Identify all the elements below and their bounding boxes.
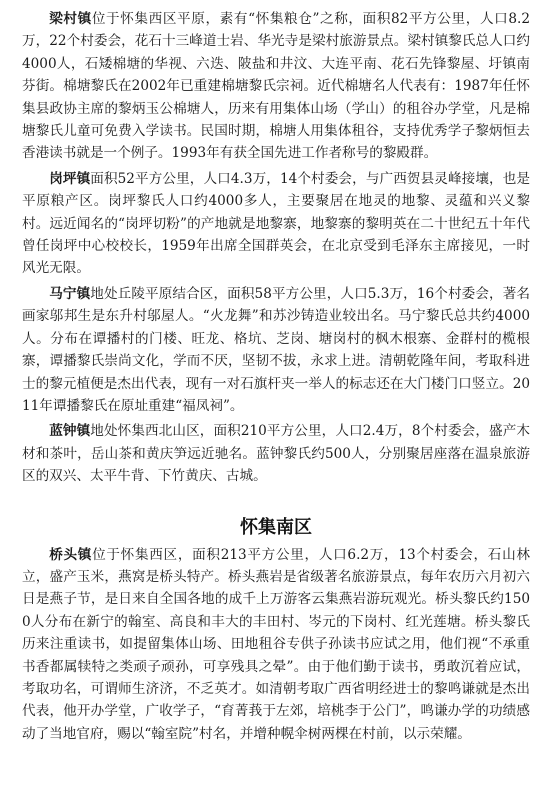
- paragraph-liangcun: [22, 8, 530, 165]
- paragraph-body: 地处丘陵平原结合区，面积58平方公里，人口5.3万，16个村委会，著名画家邬邦生是东升村邬屋人。“火龙舞”和苏沙铸造业较出名。马宁黎氏总共约4000人。分布在谭播村的门楼、旺龙、格坑、芝岗、塘岗村的枫木根寨、金群村的榄根寨，谭播黎氏崇尚文化，学而不厌，坚韧不拔，永求上进。清朝乾隆年间，考取科进士的黎元植便是杰出代表，现有一对石旗杆夹一举人的标志还在大门楼门口竖立。2011年谭播黎氏在原址重建“福凤祠”。: [22, 285, 530, 414]
- paragraph-gangping: [22, 168, 530, 280]
- paragraph-body: 位于怀集西区，面积213平方公里，人口6.2万，13个村委会，石山林立，盛产玉米，燕窝是桥头特产。桥头燕岩是省级著名旅游景点，每年农历六月初六日是燕子节，是日来自全国各地的成千上万游客云集燕岩游玩观光。桥头黎氏约1500人分布在新宁的翰室、高良和丰大的丰田村、岑元的下岗村、红光莲塘。桥头黎氏历来注重读书，如提留集体山场、田地租谷专供子孙读书应试之用，他们视“不承重书香都属犊特之类顽子顽孙，可享残具之晕”。由于他们勤于读书，勇敢沉着应试，考取功名，可谓师生济济，不乏英才。如清朝考取广西省明经进士的黎鸣谦就是杰出代表，他开办学堂，广收学子，“育菁莪于左郊，培桃李于公门”，鸣谦办学的功绩感动了当地官府，赐以“翰室院”村名，并增种幌伞树两棵在村前，以示荣耀。: [22, 546, 530, 742]
- town-name: 马宁镇: [49, 285, 91, 302]
- paragraph-body: 位于怀集西区平原，素有“怀集粮仓”之称，面积82平方公里，人口8.2万，22个村委会，花石十三峰道士岩、华光寺是梁村旅游景点。梁村镇黎氏总人口约4000人，石矮棉塘的华视、六迭、陂盐和井汶、大连平南、花石先锋黎屋、圩镇南芬街。棉塘黎氏在2002年已重建棉塘黎氏宗祠。近代棉塘名人代表有：1987年任怀集县政协主席的黎炳玉公棉塘人，历来有用集体山场（学山）的租谷办学堂，凡是棉塘黎氏儿童可免费入学读书。民国时期，棉塘人用集体租谷，支持优秀学子黎炳恒去香港读书就是一个例子。1993年有获全国先进工作者称号的黎殿群。: [22, 11, 530, 162]
- town-name: 桥头镇: [49, 546, 93, 563]
- paragraph-maning: [22, 283, 530, 417]
- town-name: 岗坪镇: [49, 170, 91, 187]
- paragraph-qiaotou: [22, 544, 530, 746]
- paragraph-body: 地处怀集西北山区，面积210平方公里，人口2.4万，8个村委会，盛产木材和茶叶，岳山茶和黄庆笋远近驰名。蓝钟黎氏约500人，分别聚居座落在温泉旅游区的双兴、太平牛背、下竹黄庆、古城。: [22, 423, 530, 485]
- paragraph-body: 面积52平方公里，人口4.3万，14个村委会，与广西贺县灵峰接壤，也是平原粮产区。岗坪黎氏人口约4000多人，主要聚居在地灵的地黎、灵蕴和兴义黎村。远近闻名的“岗坪切粉”的产地就是地黎寨，地黎寨的黎明英在二十世纪五十年代曾任岗坪中心校校长，1959年出席全国群英会，在北京受到毛泽东主席接见，一时风光无限。: [22, 170, 530, 277]
- section-title: 怀集南区: [240, 516, 312, 538]
- paragraph-lanzhong: [22, 420, 530, 487]
- town-name: 蓝钟镇: [49, 423, 91, 440]
- town-name: 梁村镇: [49, 11, 92, 27]
